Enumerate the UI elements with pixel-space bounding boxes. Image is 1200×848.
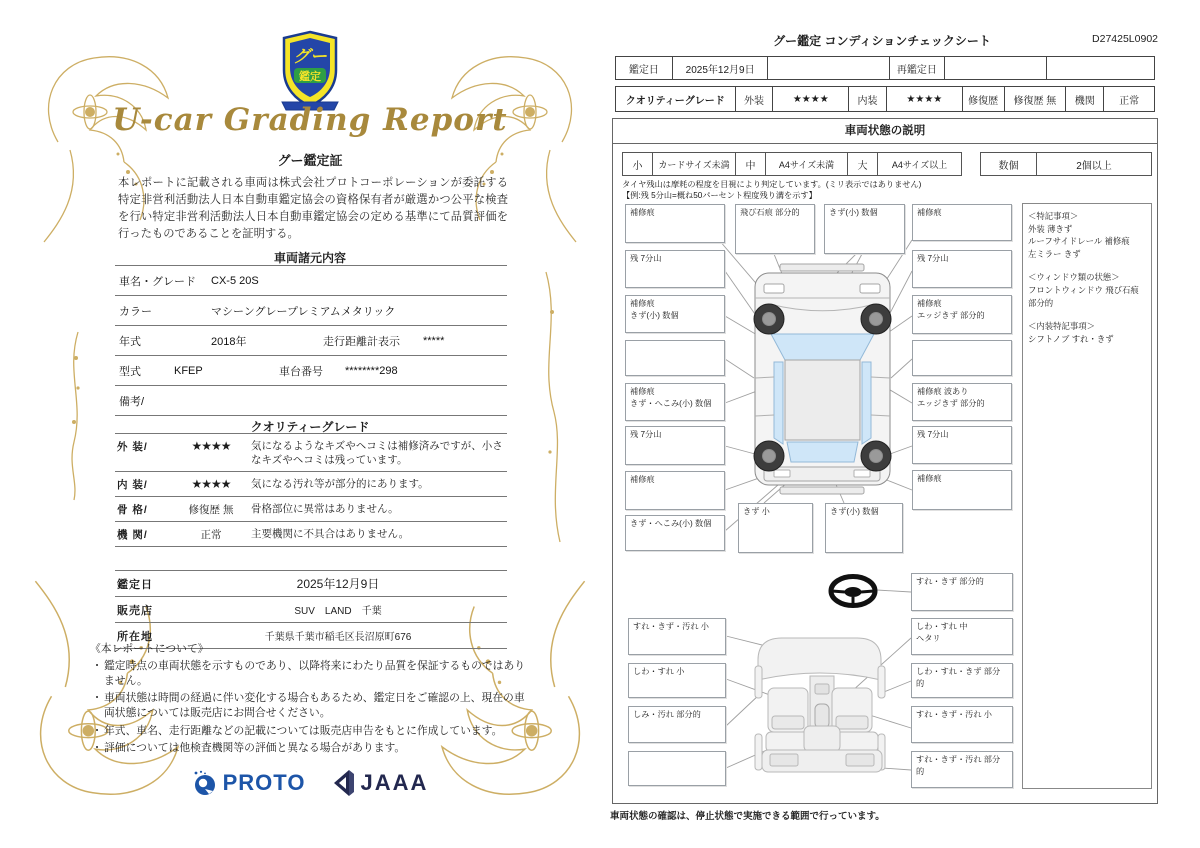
grade-table-title: クオリティーグレード bbox=[616, 87, 736, 111]
label-text: 補修痕 bbox=[630, 299, 655, 308]
legend-value: カードサイズ未満 bbox=[653, 153, 736, 175]
grade-label: 機 関/ bbox=[117, 529, 148, 542]
exterior-label-front-left bbox=[625, 204, 725, 243]
proto-wordmark: PROTO bbox=[222, 770, 306, 795]
appraisal-info-table bbox=[115, 570, 507, 649]
certificate-label: グー鑑定証 bbox=[277, 153, 343, 168]
spec-row-name bbox=[115, 265, 507, 295]
grade-label: 骨 格/ bbox=[117, 504, 148, 517]
spec-label: 車名・グレード bbox=[119, 275, 196, 288]
about-heading: 《本レポートについて》 bbox=[90, 643, 209, 655]
bullet-dot: ・ bbox=[91, 724, 103, 737]
exterior-label-right-rear-door bbox=[912, 383, 1012, 421]
interior-notes-section bbox=[1028, 320, 1146, 345]
grading-report-page bbox=[30, 22, 590, 828]
exterior-label-windshield bbox=[735, 204, 815, 254]
appraisal-date-row bbox=[115, 570, 507, 596]
about-bullet bbox=[90, 659, 530, 689]
spec-label: カラー bbox=[119, 305, 152, 318]
label-text: しみ・汚れ 部分的 bbox=[633, 710, 701, 719]
inspection-scope-note: 車両状態の確認は、停止状態で実施できる範囲で行っています。 bbox=[610, 811, 885, 822]
bullet-text: 評価については他検査機関等の評価と異なる場合があります。 bbox=[104, 741, 406, 754]
vehicle-spec-table bbox=[115, 265, 507, 416]
label-text: きず(小) 数個 bbox=[830, 507, 879, 516]
quality-grade-table bbox=[115, 433, 507, 547]
sidebar-line: ルーフサイドレール 補修痕 bbox=[1028, 236, 1130, 247]
exterior-label-rear-left bbox=[625, 515, 725, 551]
grade-value: 修復歴 無 bbox=[188, 504, 234, 517]
dealer-row bbox=[115, 596, 507, 622]
sidebar-line: フロントウィンドウ 飛び石痕 部分的 bbox=[1028, 285, 1139, 308]
row-label: 鑑定日 bbox=[117, 578, 153, 591]
grade-section-heading: クオリティーグレード bbox=[250, 420, 370, 434]
interior-label-console bbox=[911, 706, 1013, 743]
interior-stars: ★★★★ bbox=[887, 87, 963, 111]
label-text: 残 7分山 bbox=[630, 430, 662, 439]
exterior-label-tire-rear-left bbox=[625, 426, 725, 465]
bullet-text: 車両状態は時間の経過に伴い変化する場合もあるため、鑑定日をご確認の上、現在の車両状態については販売店にお問合せください。 bbox=[104, 692, 525, 720]
redate-label: 再鑑定日 bbox=[890, 57, 945, 79]
exterior-label-tire-rear-right bbox=[912, 426, 1012, 464]
interior-label-left-trim bbox=[628, 706, 726, 743]
repair-history-value: 修復歴 無 bbox=[1005, 87, 1067, 111]
about-bullet bbox=[90, 691, 530, 721]
legend-value: 2個以上 bbox=[1076, 160, 1112, 172]
exterior-label-rear-left-quarter bbox=[625, 471, 725, 510]
certificate-statement: 本レポートに記載される車両は株式会社プロトコーポレーションが委託する特定非営利活動法人日本自動車鑑定協会の資格保有者が厳選かつ公平な検査を行い特定非営利活動法人日本自動車鑑定協会の定める基準にて品質評価を行ったものであることを証明する。 bbox=[118, 177, 508, 241]
car-top-view bbox=[754, 264, 891, 494]
label-text: しわ・すれ 中 bbox=[916, 622, 968, 631]
about-report-notes bbox=[90, 642, 530, 756]
svg-text:鑑定: 鑑定 bbox=[299, 71, 321, 83]
window-notes-section bbox=[1028, 271, 1146, 309]
interior-label-passenger-seat bbox=[911, 618, 1013, 655]
label-text: 補修痕 bbox=[917, 208, 942, 217]
legend-value: A4サイズ以上 bbox=[891, 159, 948, 170]
interior-label-rear-seat bbox=[911, 751, 1013, 788]
exterior-stars: ★★★★ bbox=[773, 87, 849, 111]
label-text: エッジきず 部分的 bbox=[917, 311, 985, 321]
label-text: 補修痕 bbox=[630, 475, 655, 484]
sidebar-heading: ＜ウィンドウ類の状態＞ bbox=[1028, 272, 1120, 283]
grade-row-interior bbox=[115, 471, 507, 496]
bullet-dot: ・ bbox=[91, 660, 103, 673]
exterior-label-tire-front-left bbox=[625, 250, 725, 288]
report-title: U-car Grading Report bbox=[112, 102, 508, 138]
interior-label-dashboard bbox=[628, 618, 726, 655]
grade-description: 気になる汚れ等が部分的にあります。 bbox=[251, 478, 429, 491]
exterior-label: 外装 bbox=[736, 87, 774, 111]
spec-value: マシーングレープレミアムメタリック bbox=[211, 305, 396, 318]
exterior-label-rear-bumper bbox=[738, 503, 813, 553]
label-text: すれ・きず 部分的 bbox=[916, 577, 984, 586]
grade-stars: ★★★★ bbox=[191, 439, 231, 453]
sheet-title: グー鑑定 コンディションチェックシート bbox=[773, 34, 991, 48]
about-bullet bbox=[90, 724, 530, 739]
grade-description: 骨格部位に異常はありません。 bbox=[251, 503, 399, 516]
label-text: しわ・すれ 小 bbox=[633, 667, 685, 676]
tire-tread-note: タイヤ残山は摩耗の程度を目視により判定しています。(ミリ表示ではありません) bbox=[622, 180, 922, 189]
svg-text:グー: グー bbox=[293, 47, 327, 66]
sidebar-heading: ＜特記事項＞ bbox=[1028, 211, 1079, 221]
jaaa-icon bbox=[333, 770, 355, 796]
label-text: 補修痕 bbox=[917, 299, 942, 308]
spec-row-model bbox=[115, 355, 507, 385]
legend-key: 小 bbox=[623, 153, 653, 175]
exterior-label-roof bbox=[824, 204, 905, 254]
exterior-label-rear-right-quarter bbox=[912, 470, 1012, 510]
label-text: すれ・きず・汚れ 小 bbox=[633, 622, 709, 631]
label-text: きず 小 bbox=[743, 507, 770, 516]
bullet-dot: ・ bbox=[91, 692, 103, 705]
condition-section-title: 車両状態の説明 bbox=[612, 118, 1158, 144]
exterior-label-left-rear-door bbox=[625, 383, 725, 421]
spec-section-heading: 車両諸元内容 bbox=[273, 251, 346, 265]
engine-label: 機関 bbox=[1066, 87, 1104, 111]
car-interior-view bbox=[755, 638, 885, 772]
grade-row-engine bbox=[115, 521, 507, 547]
bullet-text: 年式、車名、走行距離などの記載については販売店申告をもとに作成しています。 bbox=[104, 724, 503, 737]
spec-row-remarks bbox=[115, 385, 507, 416]
proto-icon bbox=[192, 770, 218, 796]
repair-history-label: 修復歴 bbox=[963, 87, 1005, 111]
legend-key: 中 bbox=[736, 153, 766, 175]
label-text: きず(小) 数個 bbox=[630, 311, 679, 321]
row-label: 所在地 bbox=[117, 630, 153, 643]
interior-label: 内装 bbox=[849, 87, 887, 111]
sidebar-line: 左ミラー きず bbox=[1028, 248, 1081, 259]
tire-tread-example-note: 【例:残 5分山=概ね50パーセント程度残り溝を示す】 bbox=[622, 191, 817, 200]
grade-description: 主要機関に不具合はありません。 bbox=[251, 528, 410, 541]
special-notes-panel bbox=[1022, 203, 1152, 789]
spec-row-color bbox=[115, 295, 507, 325]
exterior-label-front-right bbox=[912, 204, 1012, 241]
label-text: すれ・きず・汚れ 部分的 bbox=[916, 755, 1001, 777]
spec-value: KFEP bbox=[174, 364, 203, 377]
spec-label: 型式 bbox=[119, 365, 141, 378]
legend-key: 大 bbox=[848, 153, 878, 175]
sidebar-line: シフトノブ すれ・きず bbox=[1028, 333, 1114, 344]
grade-row-frame bbox=[115, 496, 507, 521]
label-text: 補修痕 bbox=[630, 208, 655, 217]
label-text: しわ・すれ・きず 部分的 bbox=[916, 667, 1001, 689]
label-text: エッジきず 部分的 bbox=[917, 399, 985, 409]
label-text: 残 7分山 bbox=[917, 430, 949, 439]
footer-logos bbox=[30, 770, 590, 796]
row-value: 2025年12月9日 bbox=[296, 577, 380, 591]
row-value: 千葉県千葉市稲毛区長沼原町676 bbox=[264, 632, 412, 643]
bullet-text: 鑑定時点の車両状態を示すものであり、以降将来にわたり品質を保証するものではありません。 bbox=[104, 660, 526, 688]
label-text: きず・へこみ(小) 数個 bbox=[630, 519, 712, 528]
label-text: 補修痕 bbox=[630, 387, 655, 396]
date-label: 鑑定日 bbox=[616, 57, 673, 79]
exterior-label-rear-gate bbox=[825, 503, 903, 553]
sidebar-heading: ＜内装特記事項＞ bbox=[1028, 321, 1095, 332]
spec-row-year bbox=[115, 325, 507, 355]
about-bullet bbox=[90, 741, 530, 756]
spec-label: 年式 bbox=[119, 335, 141, 348]
jaaa-logo bbox=[333, 770, 428, 796]
legend-value: A4サイズ未満 bbox=[766, 153, 848, 175]
grade-label: 内 装/ bbox=[117, 479, 148, 492]
label-text: すれ・きず・汚れ 小 bbox=[916, 710, 992, 719]
exterior-label-left-front-door bbox=[625, 295, 725, 333]
label-text: きず(小) 数個 bbox=[829, 208, 878, 217]
interior-label-right-trim bbox=[911, 663, 1013, 698]
document-id: D27425L0902 bbox=[1092, 33, 1158, 45]
proto-logo bbox=[192, 770, 306, 796]
spec-value: ***** bbox=[423, 334, 445, 347]
exterior-label-right-front-door bbox=[912, 295, 1012, 334]
exterior-label-tire-front-right bbox=[912, 250, 1012, 288]
label-text: 残 7分山 bbox=[917, 254, 949, 263]
spec-value: ********298 bbox=[345, 364, 398, 377]
special-notes-section bbox=[1028, 210, 1146, 260]
interior-label-driver-seat bbox=[628, 663, 726, 698]
label-text: 残 7分山 bbox=[630, 254, 662, 263]
exterior-label-left-sill bbox=[625, 340, 725, 376]
grade-row-exterior bbox=[115, 433, 507, 471]
date-value: 2025年12月9日 bbox=[673, 57, 769, 79]
interior-label-rear-left bbox=[628, 751, 726, 786]
label-text: 補修痕 bbox=[917, 474, 942, 483]
spec-value: CX-5 20S bbox=[211, 274, 259, 287]
spec-label: 車台番号 bbox=[279, 365, 323, 378]
grade-value: 正常 bbox=[200, 529, 222, 542]
exterior-label-right-sill bbox=[912, 340, 1012, 376]
label-text: きず・へこみ(小) 数個 bbox=[630, 399, 712, 409]
steering-wheel-icon bbox=[831, 577, 875, 606]
row-label: 販売店 bbox=[117, 604, 153, 617]
label-text: 補修痕 波あり bbox=[917, 387, 969, 396]
condition-check-sheet-page bbox=[604, 26, 1160, 838]
grade-stars: ★★★★ bbox=[191, 477, 231, 492]
jaaa-wordmark: JAAA bbox=[360, 770, 429, 795]
grade-label: 外 装/ bbox=[117, 441, 148, 453]
label-text: ヘタリ bbox=[916, 634, 941, 644]
sidebar-line: 外装 薄きず bbox=[1028, 223, 1073, 234]
grade-description: 気になるようなキズやヘコミは補修済みですが、小さなキズやヘコミは残っています。 bbox=[251, 440, 503, 467]
bullet-dot: ・ bbox=[91, 741, 103, 754]
spec-label: 走行距離計表示 bbox=[323, 335, 400, 348]
legend-key: 数個 bbox=[981, 153, 1037, 175]
spec-value: 2018年 bbox=[211, 335, 247, 348]
row-value: SUV LAND 千葉 bbox=[294, 606, 382, 617]
spec-label: 備考/ bbox=[119, 395, 145, 408]
label-text: 飛び石痕 部分的 bbox=[740, 208, 800, 217]
interior-label-steering-wheel bbox=[911, 573, 1013, 611]
engine-value: 正常 bbox=[1119, 95, 1140, 107]
